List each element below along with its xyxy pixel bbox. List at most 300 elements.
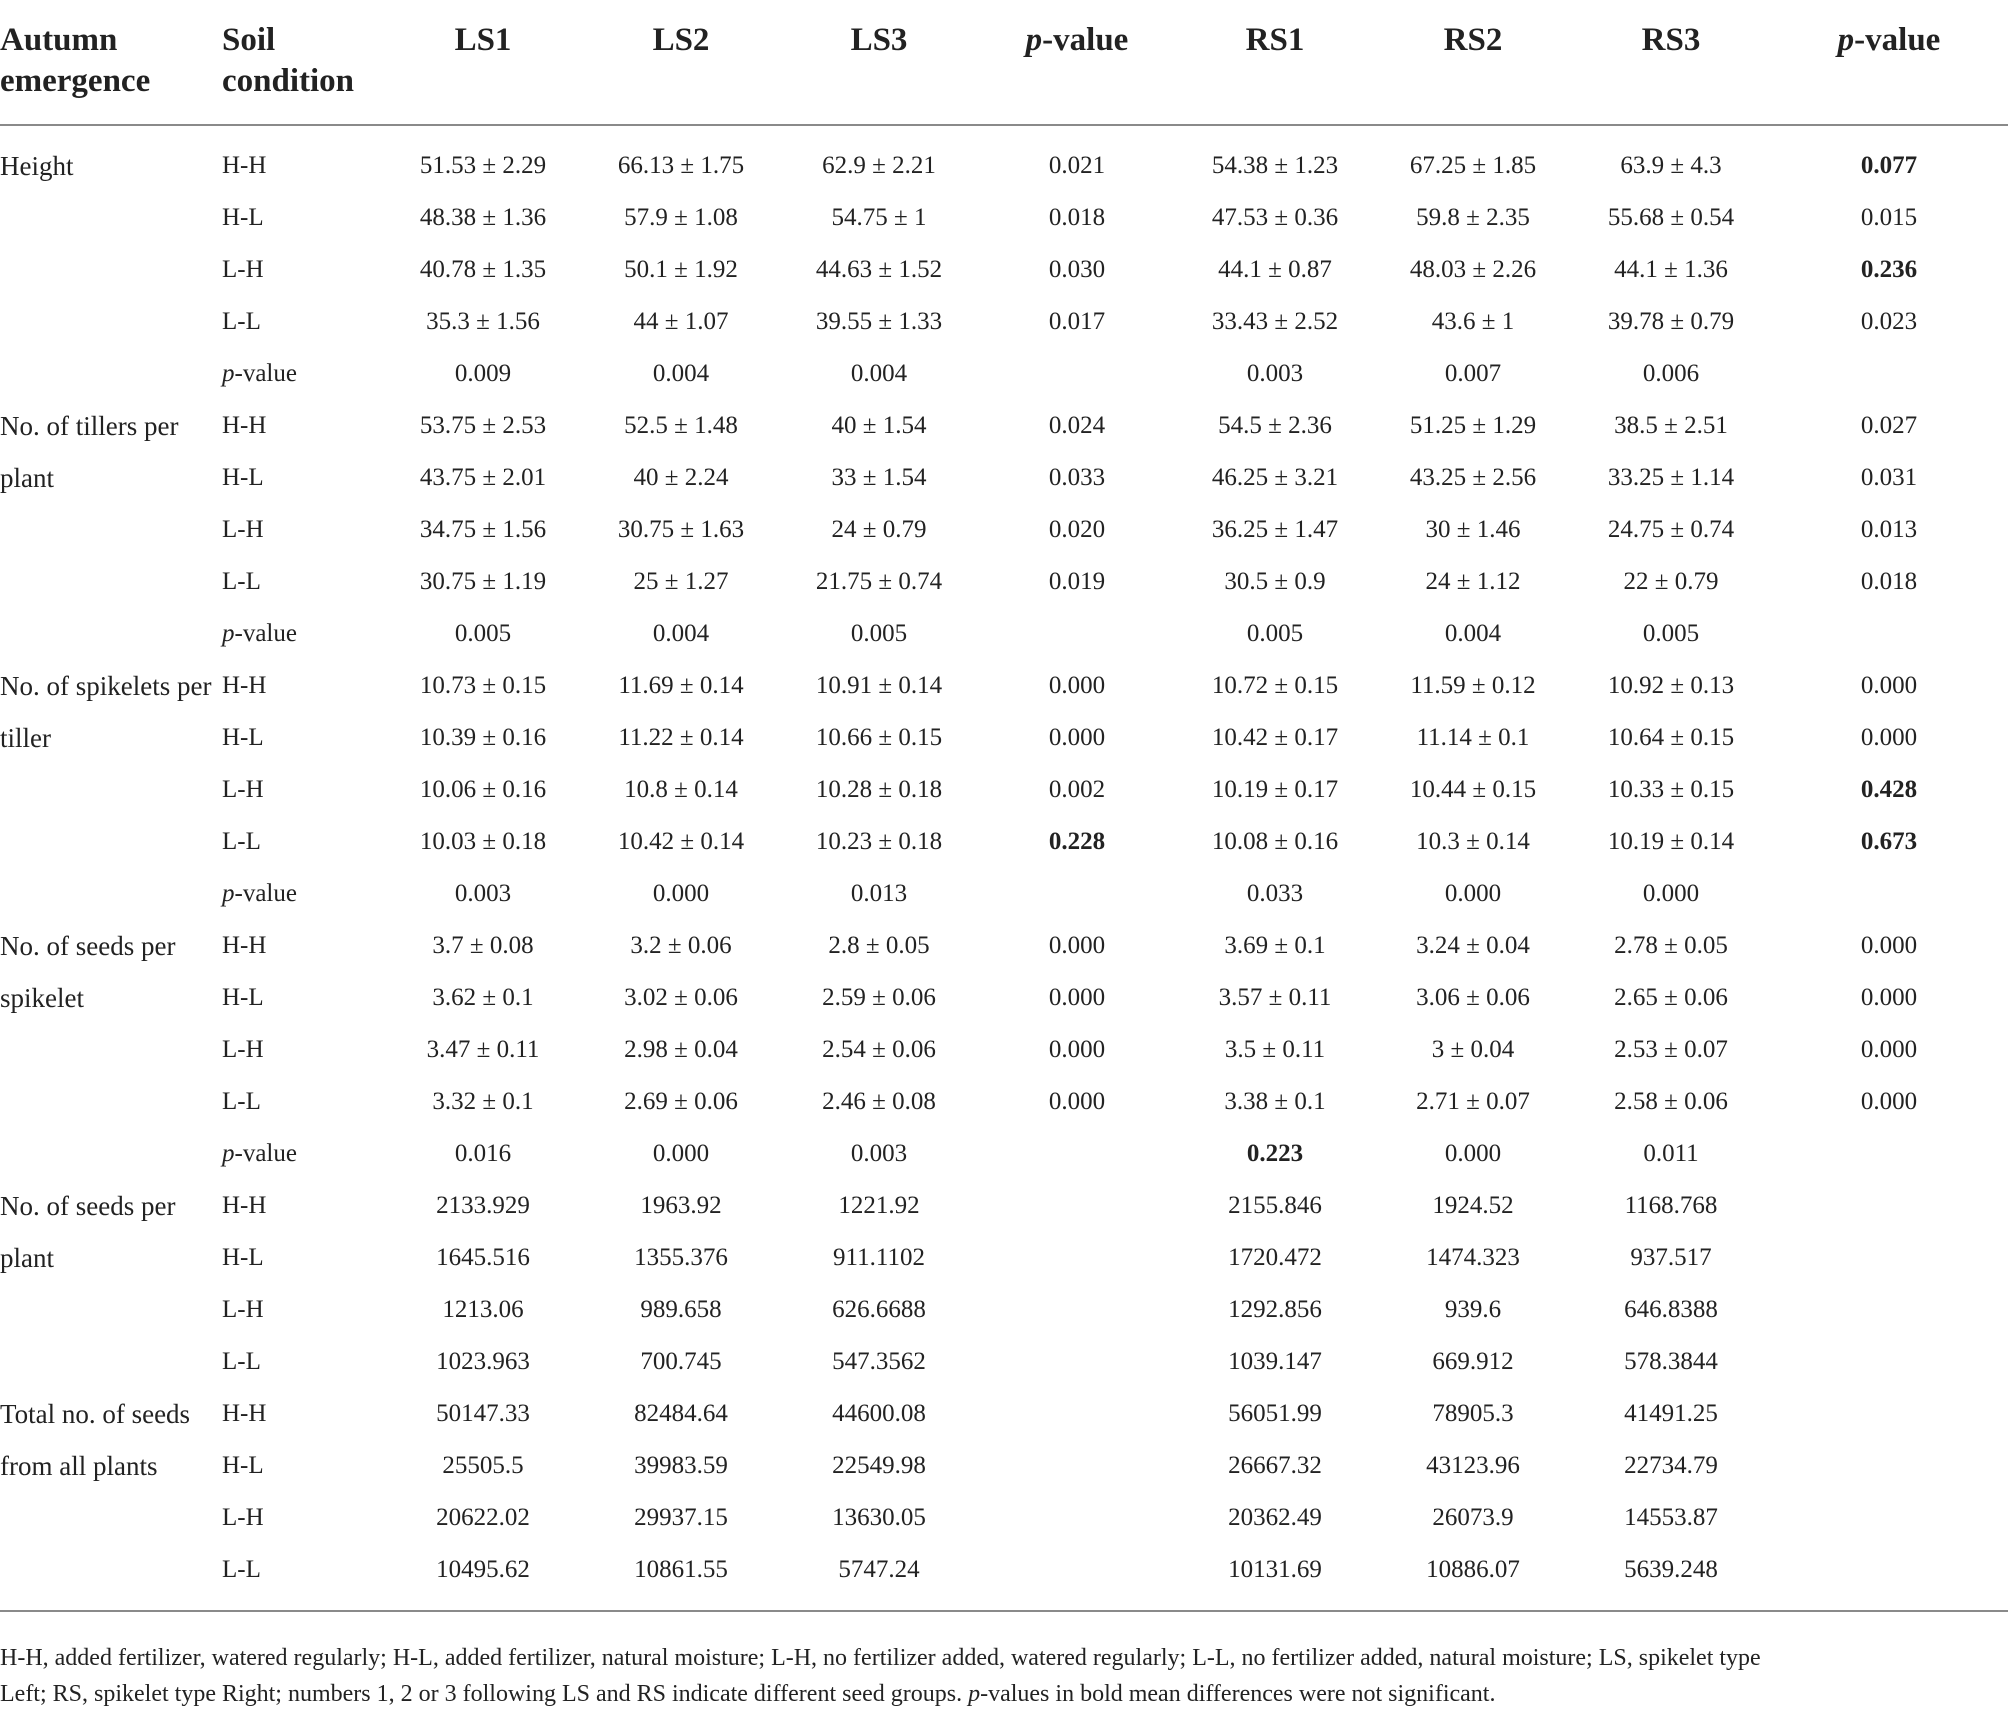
rs3-cell: 5639.248 [1624, 1556, 1718, 1583]
ls1-cell: 10.73 ± 0.15 [419, 672, 547, 699]
rs2-cell: 10.44 ± 0.15 [1409, 776, 1537, 803]
rs3-cell: 44.1 ± 1.36 [1614, 256, 1728, 283]
ls1-cell: 2133.929 [436, 1192, 530, 1219]
ls3-cell: 10.23 ± 0.18 [815, 828, 943, 855]
header-rs2: RS2 [1374, 0, 1572, 125]
rs1-cell: 10.72 ± 0.15 [1211, 672, 1339, 699]
ls2-cell: 82484.64 [634, 1400, 728, 1427]
table-row [0, 1544, 2008, 1596]
group-p-value-ls3: 0.004 [850, 360, 908, 387]
p-value-row [0, 1128, 2008, 1180]
rs3-cell: 24.75 ± 0.74 [1607, 516, 1735, 543]
p2-cell: 0.023 [1860, 308, 1918, 335]
header-ls1: LS1 [384, 0, 582, 125]
p-italic: p [222, 620, 235, 647]
rs2-cell: 26073.9 [1432, 1504, 1514, 1531]
p1-cell: 0.024 [1048, 412, 1106, 439]
ls3-cell: 2.59 ± 0.06 [822, 984, 936, 1011]
ls3-cell: 40 ± 1.54 [831, 412, 927, 439]
p-rest: -value [234, 880, 297, 907]
header-ls2: LS2 [582, 0, 780, 125]
rs2-cell: 2.71 ± 0.07 [1416, 1088, 1530, 1115]
rs1-cell: 20362.49 [1228, 1504, 1322, 1531]
ls3-cell: 44.63 ± 1.52 [815, 256, 943, 283]
header-p-rest: -value [1854, 22, 1941, 58]
rs2-cell: 78905.3 [1432, 1400, 1514, 1427]
table-row [0, 125, 2008, 192]
rs3-cell: 33.25 ± 1.14 [1607, 464, 1735, 491]
ls1-cell: 53.75 ± 2.53 [419, 412, 547, 439]
soil-condition-cell: H-L [222, 724, 264, 751]
footnote-p-italic: p [968, 1681, 981, 1707]
rs2-cell: 669.912 [1432, 1348, 1514, 1375]
group-p-value-ls2: 0.004 [652, 620, 710, 647]
soil-condition-cell: H-L [222, 984, 264, 1011]
empty-cell [1770, 868, 2008, 920]
table-row [0, 1440, 2008, 1492]
ls1-cell: 30.75 ± 1.19 [419, 568, 547, 595]
group-p-value-ls1: 0.005 [454, 620, 512, 647]
p2-cell: 0.673 [1860, 828, 1918, 855]
p2-cell: 0.031 [1860, 464, 1918, 491]
ls2-cell: 11.22 ± 0.14 [618, 724, 744, 751]
ls1-cell: 20622.02 [436, 1504, 530, 1531]
group-p-value-ls2: 0.000 [652, 1140, 710, 1167]
p-rest: -value [234, 360, 297, 387]
rs2-cell: 1474.323 [1426, 1244, 1520, 1271]
p2-cell: 0.428 [1860, 776, 1918, 803]
p-italic: p [222, 1140, 235, 1167]
p1-cell: 0.021 [1048, 152, 1106, 179]
group-p-value-rs2: 0.000 [1444, 880, 1502, 907]
rs2-cell: 59.8 ± 2.35 [1416, 204, 1530, 231]
table-row [0, 920, 2008, 972]
empty-cell [1770, 1128, 2008, 1180]
p2-cell [1770, 1440, 2008, 1492]
ls3-cell: 10.66 ± 0.15 [815, 724, 943, 751]
rs3-cell: 646.8388 [1624, 1296, 1718, 1323]
footnote-line-1: H-H, added fertilizer, watered regularly; H-L, added fertilizer, natural moisture; L-H, no fertilizer added, watered regularly; L-L, no fertilizer added, natural moisture; LS, spikelet type [0, 1645, 1761, 1671]
rs3-cell: 41491.25 [1624, 1400, 1718, 1427]
ls2-cell: 2.98 ± 0.04 [624, 1036, 738, 1063]
header-p-rest: -value [1042, 22, 1129, 58]
soil-condition-cell: H-H [222, 412, 267, 439]
table-row [0, 400, 2008, 452]
p1-cell [978, 1180, 1176, 1232]
rs3-cell: 578.3844 [1624, 1348, 1718, 1375]
ls3-cell: 54.75 ± 1 [831, 204, 927, 231]
p2-cell [1770, 1180, 2008, 1232]
rs1-cell: 2155.846 [1228, 1192, 1322, 1219]
group-p-value-ls1: 0.003 [454, 880, 512, 907]
p-value-row [0, 868, 2008, 920]
ls3-cell: 24 ± 0.79 [831, 516, 927, 543]
p1-cell: 0.000 [1048, 724, 1106, 751]
group-p-value-rs3: 0.011 [1643, 1140, 1699, 1167]
rs2-cell: 43.6 ± 1 [1431, 308, 1515, 335]
rs2-cell: 11.14 ± 0.1 [1416, 724, 1530, 751]
rs2-cell: 67.25 ± 1.85 [1409, 152, 1537, 179]
ls3-cell: 44600.08 [832, 1400, 926, 1427]
table-row [0, 1180, 2008, 1232]
p-value-row-label [222, 608, 384, 660]
header-p-italic: p [1025, 22, 1043, 58]
trait-label: Height [0, 151, 74, 181]
rs2-cell: 10.3 ± 0.14 [1416, 828, 1530, 855]
footnote-line-2 [0, 1676, 2000, 1712]
rs3-cell: 1168.768 [1624, 1192, 1718, 1219]
p2-cell [1770, 1336, 2008, 1388]
rs1-cell: 46.25 ± 3.21 [1211, 464, 1339, 491]
p-italic: p [222, 360, 235, 387]
ls2-cell: 44 ± 1.07 [633, 308, 729, 335]
rs2-cell: 939.6 [1444, 1296, 1502, 1323]
rs1-cell: 10.08 ± 0.16 [1211, 828, 1339, 855]
soil-condition-cell: L-L [222, 308, 261, 335]
table-row [0, 972, 2008, 1024]
soil-condition-cell: H-H [222, 1400, 267, 1427]
rs3-cell: 10.19 ± 0.14 [1607, 828, 1735, 855]
rs3-cell: 10.33 ± 0.15 [1607, 776, 1735, 803]
p1-cell [978, 1492, 1176, 1544]
rs1-cell: 10.19 ± 0.17 [1211, 776, 1339, 803]
ls1-cell: 10.06 ± 0.16 [419, 776, 547, 803]
p2-cell: 0.000 [1860, 724, 1918, 751]
table-row [0, 816, 2008, 868]
p2-cell: 0.015 [1860, 204, 1918, 231]
rs3-cell: 38.5 ± 2.51 [1614, 412, 1728, 439]
p2-cell: 0.236 [1860, 256, 1918, 283]
empty-cell [978, 868, 1176, 920]
ls1-cell: 43.75 ± 2.01 [419, 464, 547, 491]
rs3-cell: 2.78 ± 0.05 [1614, 932, 1728, 959]
rs3-cell: 22734.79 [1624, 1452, 1718, 1479]
rs3-cell: 22 ± 0.79 [1623, 568, 1719, 595]
header-soil-condition: Soil condition [222, 0, 384, 125]
p1-cell: 0.002 [1048, 776, 1106, 803]
p1-cell: 0.033 [1048, 464, 1106, 491]
header-autumn-emergence: Autumn emergence [0, 0, 222, 125]
p2-cell [1770, 1232, 2008, 1284]
p-value-row-label [222, 1128, 384, 1180]
rs1-cell: 54.38 ± 1.23 [1211, 152, 1339, 179]
rs1-cell: 30.5 ± 0.9 [1224, 568, 1326, 595]
table-row [0, 1388, 2008, 1440]
ls2-cell: 30.75 ± 1.63 [617, 516, 745, 543]
table-row [0, 244, 2008, 296]
ls2-cell: 3.2 ± 0.06 [630, 932, 732, 959]
ls1-cell: 10.03 ± 0.18 [419, 828, 547, 855]
soil-condition-cell: H-L [222, 1452, 264, 1479]
group-p-value-ls3: 0.003 [850, 1140, 908, 1167]
footnote-line-2-end: -values in bold mean differences were not significant. [980, 1681, 1496, 1707]
rs2-cell: 24 ± 1.12 [1425, 568, 1521, 595]
ls3-cell: 911.1102 [833, 1244, 925, 1271]
rs1-cell: 1039.147 [1228, 1348, 1322, 1375]
ls3-cell: 547.3562 [832, 1348, 926, 1375]
group-p-value-rs2: 0.004 [1444, 620, 1502, 647]
table-row [0, 296, 2008, 348]
ls1-cell: 10.39 ± 0.16 [419, 724, 547, 751]
empty-cell [978, 608, 1176, 660]
ls2-cell: 57.9 ± 1.08 [624, 204, 738, 231]
rs2-cell: 43.25 ± 2.56 [1409, 464, 1537, 491]
p-value-row [0, 348, 2008, 400]
table-row [0, 192, 2008, 244]
rs1-cell: 33.43 ± 2.52 [1211, 308, 1339, 335]
rs2-cell: 30 ± 1.46 [1425, 516, 1521, 543]
ls3-cell: 13630.05 [832, 1504, 926, 1531]
table-row [0, 556, 2008, 608]
group-p-value-rs2: 0.007 [1444, 360, 1502, 387]
ls1-cell: 10495.62 [436, 1556, 530, 1583]
group-p-value-ls2: 0.000 [652, 880, 710, 907]
p1-cell: 0.228 [1048, 828, 1106, 855]
soil-condition-cell: H-H [222, 1192, 267, 1219]
ls2-cell: 66.13 ± 1.75 [617, 152, 745, 179]
header-p-italic: p [1837, 22, 1855, 58]
header-p-value-ls [978, 0, 1176, 125]
p2-cell [1770, 1492, 2008, 1544]
soil-condition-cell: L-H [222, 1296, 264, 1323]
ls3-cell: 626.6688 [832, 1296, 926, 1323]
ls2-cell: 25 ± 1.27 [633, 568, 729, 595]
soil-condition-cell: L-L [222, 1348, 261, 1375]
ls2-cell: 29937.15 [634, 1504, 728, 1531]
p2-cell [1770, 1284, 2008, 1336]
p1-cell [978, 1284, 1176, 1336]
ls2-cell: 40 ± 2.24 [633, 464, 729, 491]
ls1-cell: 25505.5 [442, 1452, 524, 1479]
p-value-row [0, 608, 2008, 660]
table-row [0, 1024, 2008, 1076]
rs2-cell: 10886.07 [1426, 1556, 1520, 1583]
p2-cell: 0.077 [1860, 152, 1918, 179]
rs2-cell: 43123.96 [1426, 1452, 1520, 1479]
group-p-value-ls3: 0.013 [850, 880, 908, 907]
ls1-cell: 3.32 ± 0.1 [432, 1088, 534, 1115]
ls2-cell: 1355.376 [634, 1244, 728, 1271]
empty-cell [1770, 608, 2008, 660]
p2-cell: 0.027 [1860, 412, 1918, 439]
group-p-value-ls2: 0.004 [652, 360, 710, 387]
p1-cell: 0.000 [1048, 932, 1106, 959]
rs3-cell: 10.64 ± 0.15 [1607, 724, 1735, 751]
ls2-cell: 700.745 [640, 1348, 722, 1375]
group-p-value-rs1: 0.223 [1246, 1140, 1304, 1167]
ls3-cell: 62.9 ± 2.21 [822, 152, 936, 179]
ls3-cell: 10.28 ± 0.18 [815, 776, 943, 803]
group-p-value-ls1: 0.016 [454, 1140, 512, 1167]
ls3-cell: 21.75 ± 0.74 [815, 568, 943, 595]
group-p-value-rs1: 0.033 [1246, 880, 1304, 907]
p-rest: -value [234, 620, 297, 647]
p2-cell: 0.000 [1860, 1036, 1918, 1063]
p1-cell [978, 1388, 1176, 1440]
rs1-cell: 3.69 ± 0.1 [1224, 932, 1326, 959]
ls3-cell: 2.46 ± 0.08 [822, 1088, 936, 1115]
table-footnote [0, 1640, 2000, 1712]
rs2-cell: 1924.52 [1432, 1192, 1514, 1219]
ls1-cell: 34.75 ± 1.56 [419, 516, 547, 543]
ls2-cell: 11.69 ± 0.14 [618, 672, 744, 699]
ls2-cell: 10.8 ± 0.14 [624, 776, 738, 803]
group-p-value-ls1: 0.009 [454, 360, 512, 387]
p-rest: -value [234, 1140, 297, 1167]
ls2-cell: 1963.92 [640, 1192, 722, 1219]
soil-condition-cell: H-H [222, 152, 267, 179]
rs3-cell: 2.58 ± 0.06 [1614, 1088, 1728, 1115]
p1-cell [978, 1544, 1176, 1596]
rs1-cell: 54.5 ± 2.36 [1218, 412, 1332, 439]
table-row [0, 1492, 2008, 1544]
rs1-cell: 3.5 ± 0.11 [1224, 1036, 1326, 1063]
p2-cell [1770, 1544, 2008, 1596]
ls1-cell: 1213.06 [442, 1296, 524, 1323]
table-row [0, 660, 2008, 712]
ls2-cell: 50.1 ± 1.92 [624, 256, 738, 283]
table-row [0, 1284, 2008, 1336]
trait-label: Total no. of seeds from all plants [0, 1399, 191, 1481]
rs2-cell: 51.25 ± 1.29 [1409, 412, 1537, 439]
soil-condition-cell: L-H [222, 256, 264, 283]
ls2-cell: 2.69 ± 0.06 [624, 1088, 738, 1115]
rs3-cell: 937.517 [1630, 1244, 1712, 1271]
p1-cell: 0.000 [1048, 984, 1106, 1011]
soil-condition-cell: L-L [222, 1088, 261, 1115]
table-body [0, 125, 2008, 1611]
group-p-value-rs3: 0.000 [1642, 880, 1700, 907]
ls1-cell: 1023.963 [436, 1348, 530, 1375]
ls3-cell: 2.54 ± 0.06 [822, 1036, 936, 1063]
table-row [0, 504, 2008, 556]
table-row [0, 764, 2008, 816]
rs2-cell: 11.59 ± 0.12 [1410, 672, 1536, 699]
p-value-row-label [222, 348, 384, 400]
header-row [0, 0, 2008, 125]
soil-condition-cell: L-H [222, 1504, 264, 1531]
header-ls3: LS3 [780, 0, 978, 125]
soil-condition-cell: L-L [222, 1556, 261, 1583]
rs3-cell: 10.92 ± 0.13 [1607, 672, 1735, 699]
soil-condition-cell: L-H [222, 776, 264, 803]
ls2-cell: 10.42 ± 0.14 [617, 828, 745, 855]
trait-label: No. of spikelets per tiller [0, 671, 212, 753]
p2-cell: 0.000 [1860, 672, 1918, 699]
rs3-cell: 55.68 ± 0.54 [1607, 204, 1735, 231]
header-rs1: RS1 [1176, 0, 1374, 125]
ls2-cell: 39983.59 [634, 1452, 728, 1479]
p1-cell: 0.020 [1048, 516, 1106, 543]
ls1-cell: 3.47 ± 0.11 [426, 1036, 540, 1063]
p1-cell: 0.000 [1048, 1036, 1106, 1063]
table-bottom-rule [0, 1596, 2008, 1611]
ls1-cell: 48.38 ± 1.36 [419, 204, 547, 231]
rs1-cell: 3.38 ± 0.1 [1224, 1088, 1326, 1115]
p2-cell: 0.000 [1860, 932, 1918, 959]
soil-condition-cell: H-L [222, 204, 264, 231]
table-row [0, 452, 2008, 504]
group-p-value-rs3: 0.005 [1642, 620, 1700, 647]
ls2-cell: 52.5 ± 1.48 [624, 412, 738, 439]
p1-cell: 0.030 [1048, 256, 1106, 283]
footnote-line-2-start: Left; RS, spikelet type Right; numbers 1, 2 or 3 following LS and RS indicate different seed groups. [0, 1681, 969, 1707]
p1-cell: 0.019 [1048, 568, 1106, 595]
rs3-cell: 39.78 ± 0.79 [1607, 308, 1735, 335]
bottom-rule-cell [0, 1596, 2008, 1611]
p2-cell: 0.000 [1860, 984, 1918, 1011]
p2-cell: 0.013 [1860, 516, 1918, 543]
ls1-cell: 35.3 ± 1.56 [426, 308, 540, 335]
group-p-value-rs2: 0.000 [1444, 1140, 1502, 1167]
ls3-cell: 10.91 ± 0.14 [815, 672, 943, 699]
ls2-cell: 989.658 [640, 1296, 722, 1323]
table-header [0, 0, 2008, 125]
rs1-cell: 1292.856 [1228, 1296, 1322, 1323]
p1-cell [978, 1232, 1176, 1284]
soil-condition-cell: L-L [222, 568, 261, 595]
empty-cell [978, 1128, 1176, 1180]
p1-cell: 0.000 [1048, 672, 1106, 699]
rs1-cell: 10131.69 [1228, 1556, 1322, 1583]
rs2-cell: 3.06 ± 0.06 [1416, 984, 1530, 1011]
p-value-row-label [222, 868, 384, 920]
ls2-cell: 3.02 ± 0.06 [624, 984, 738, 1011]
p1-cell [978, 1336, 1176, 1388]
p2-cell: 0.018 [1860, 568, 1918, 595]
p1-cell [978, 1440, 1176, 1492]
rs2-cell: 48.03 ± 2.26 [1409, 256, 1537, 283]
ls2-cell: 10861.55 [634, 1556, 728, 1583]
ls3-cell: 33 ± 1.54 [831, 464, 927, 491]
soil-condition-cell: H-L [222, 464, 264, 491]
ls1-cell: 40.78 ± 1.35 [419, 256, 547, 283]
group-p-value-ls3: 0.005 [850, 620, 908, 647]
table-row [0, 1076, 2008, 1128]
group-p-value-rs3: 0.006 [1642, 360, 1700, 387]
rs2-cell: 3 ± 0.04 [1431, 1036, 1515, 1063]
group-p-value-rs1: 0.005 [1246, 620, 1304, 647]
ls3-cell: 5747.24 [838, 1556, 920, 1583]
soil-condition-cell: L-H [222, 1036, 264, 1063]
p1-cell: 0.000 [1048, 1088, 1106, 1115]
ls1-cell: 50147.33 [436, 1400, 530, 1427]
rs2-cell: 3.24 ± 0.04 [1416, 932, 1530, 959]
rs1-cell: 36.25 ± 1.47 [1211, 516, 1339, 543]
rs1-cell: 1720.472 [1228, 1244, 1322, 1271]
p-italic: p [222, 880, 235, 907]
ls1-cell: 1645.516 [436, 1244, 530, 1271]
ls1-cell: 51.53 ± 2.29 [419, 152, 547, 179]
trait-label: No. of seeds per plant [0, 1191, 176, 1273]
rs1-cell: 44.1 ± 0.87 [1218, 256, 1332, 283]
rs1-cell: 26667.32 [1228, 1452, 1322, 1479]
rs3-cell: 2.53 ± 0.07 [1614, 1036, 1728, 1063]
group-p-value-rs1: 0.003 [1246, 360, 1304, 387]
trait-label: No. of seeds per spikelet [0, 931, 176, 1013]
rs1-cell: 47.53 ± 0.36 [1211, 204, 1339, 231]
rs3-cell: 2.65 ± 0.06 [1614, 984, 1728, 1011]
soil-condition-cell: L-L [222, 828, 261, 855]
ls1-cell: 3.62 ± 0.1 [432, 984, 534, 1011]
ls3-cell: 2.8 ± 0.05 [828, 932, 930, 959]
soil-condition-cell: H-L [222, 1244, 264, 1271]
rs1-cell: 3.57 ± 0.11 [1218, 984, 1332, 1011]
trait-label: No. of tillers per plant [0, 411, 179, 493]
empty-cell [978, 348, 1176, 400]
table-row [0, 712, 2008, 764]
rs3-cell: 14553.87 [1624, 1504, 1718, 1531]
